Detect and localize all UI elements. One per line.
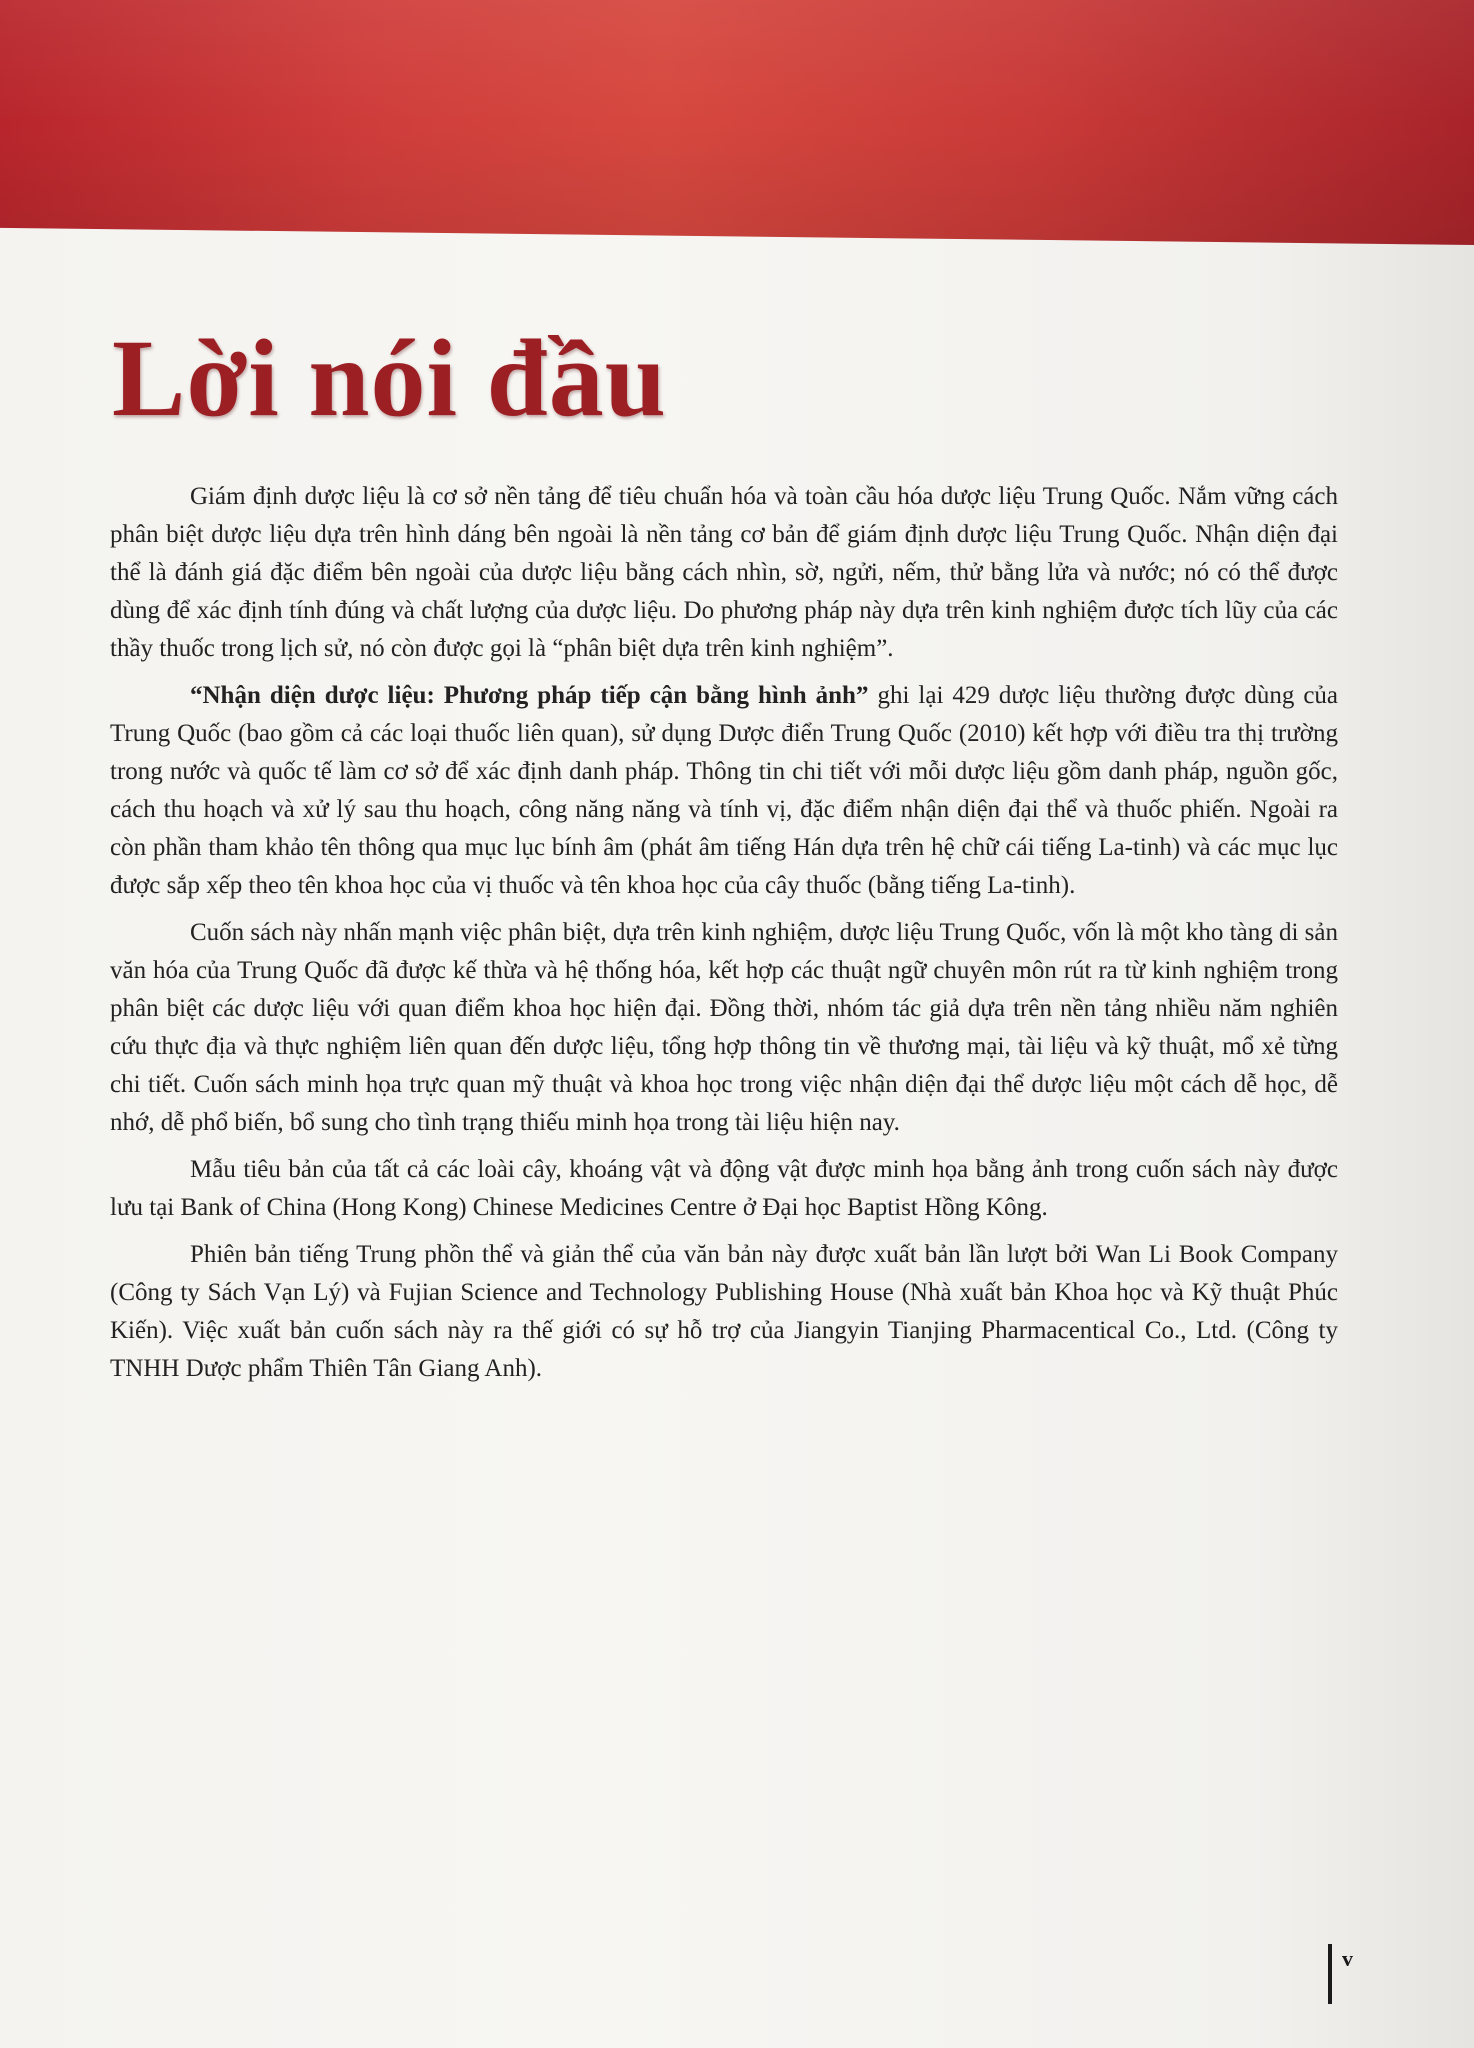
paragraph-3	[110, 914, 1338, 1142]
paragraph-5	[110, 1236, 1338, 1388]
paragraph-4	[110, 1151, 1338, 1227]
paragraph-1	[110, 478, 1338, 668]
preface-body	[110, 478, 1338, 1397]
paragraph-4-text: Mẫu tiêu bản của tất cả các loài cây, khoáng vật và động vật được minh họa bằng ảnh trong cuốn sách này được lưu tại Bank of China (Hong Kong) Chinese Medicines Centre ở Đại học Baptist Hồng Kông.	[110, 1156, 1338, 1221]
header-color-band	[0, 0, 1474, 245]
paragraph-5-text: Phiên bản tiếng Trung phồn thể và giản thể của văn bản này được xuất bản lần lượt bởi Wan Li Book Company (Công ty Sách Vạn Lý) và Fujian Science and Technology Publishing House (Nhà xuất bản Khoa học và Kỹ thuật Phúc Kiến). Việc xuất bản cuốn sách này ra thế giới có sự hỗ trợ của Jiangyin Tianjing Pharmacentical Co., Ltd. (Công ty TNHH Dược phẩm Thiên Tân Giang Anh).	[110, 1241, 1338, 1382]
paragraph-1-text: Giám định dược liệu là cơ sở nền tảng để tiêu chuẩn hóa và toàn cầu hóa dược liệu Trung Quốc. Nắm vững cách phân biệt dược liệu dựa trên hình dáng bên ngoài là nền tảng cơ bản để giám định dược liệu Trung Quốc. Nhận diện đại thể là đánh giá đặc điểm bên ngoài của dược liệu bằng cách nhìn, sờ, ngửi, nếm, thử bằng lửa và nước; nó có thể được dùng để xác định tính đúng và chất lượng của dược liệu. Do phương pháp này dựa trên kinh nghiệm được tích lũy của các thầy thuốc trong lịch sử, nó còn được gọi là “phân biệt dựa trên kinh nghiệm”.	[110, 483, 1338, 662]
paragraph-3-text: Cuốn sách này nhấn mạnh việc phân biệt, dựa trên kinh nghiệm, dược liệu Trung Quốc, vốn là một kho tàng di sản văn hóa của Trung Quốc đã được kế thừa và hệ thống hóa, kết hợp các thuật ngữ chuyên môn rút ra từ kinh nghiệm trong phân biệt các dược liệu với quan điểm khoa học hiện đại. Đồng thời, nhóm tác giả dựa trên nền tảng nhiều năm nghiên cứu thực địa và thực nghiệm liên quan đến dược liệu, tổng hợp thông tin về thương mại, tài liệu và kỹ thuật, mổ xẻ từng chi tiết. Cuốn sách minh họa trực quan mỹ thuật và khoa học trong việc nhận diện đại thể dược liệu một cách dễ học, dễ nhớ, dễ phổ biến, bổ sung cho tình trạng thiếu minh họa trong tài liệu hiện nay.	[110, 919, 1338, 1136]
page-number: v	[1328, 1944, 1353, 2004]
paragraph-2	[110, 677, 1338, 905]
book-title-bold: “Nhận diện dược liệu: Phương pháp tiếp cận bằng hình ảnh”	[190, 682, 869, 709]
paragraph-2-text: ghi lại 429 dược liệu thường được dùng của Trung Quốc (bao gồm cả các loại thuốc liên quan), sử dụng Dược điển Trung Quốc (2010) kết hợp với điều tra thị trường trong nước và quốc tế làm cơ sở để xác định danh pháp. Thông tin chi tiết với mỗi dược liệu gồm danh pháp, nguồn gốc, cách thu hoạch và xử lý sau thu hoạch, công năng năng và tính vị, đặc điểm nhận diện đại thể và thuốc phiến. Ngoài ra còn phần tham khảo tên thông qua mục lục bính âm (phát âm tiếng Hán dựa trên hệ chữ cái tiếng La-tinh) và các mục lục được sắp xếp theo tên khoa học của vị thuốc và tên khoa học của cây thuốc (bằng tiếng La-tinh).	[110, 682, 1339, 899]
page-title: Lời nói đầu	[112, 317, 667, 439]
